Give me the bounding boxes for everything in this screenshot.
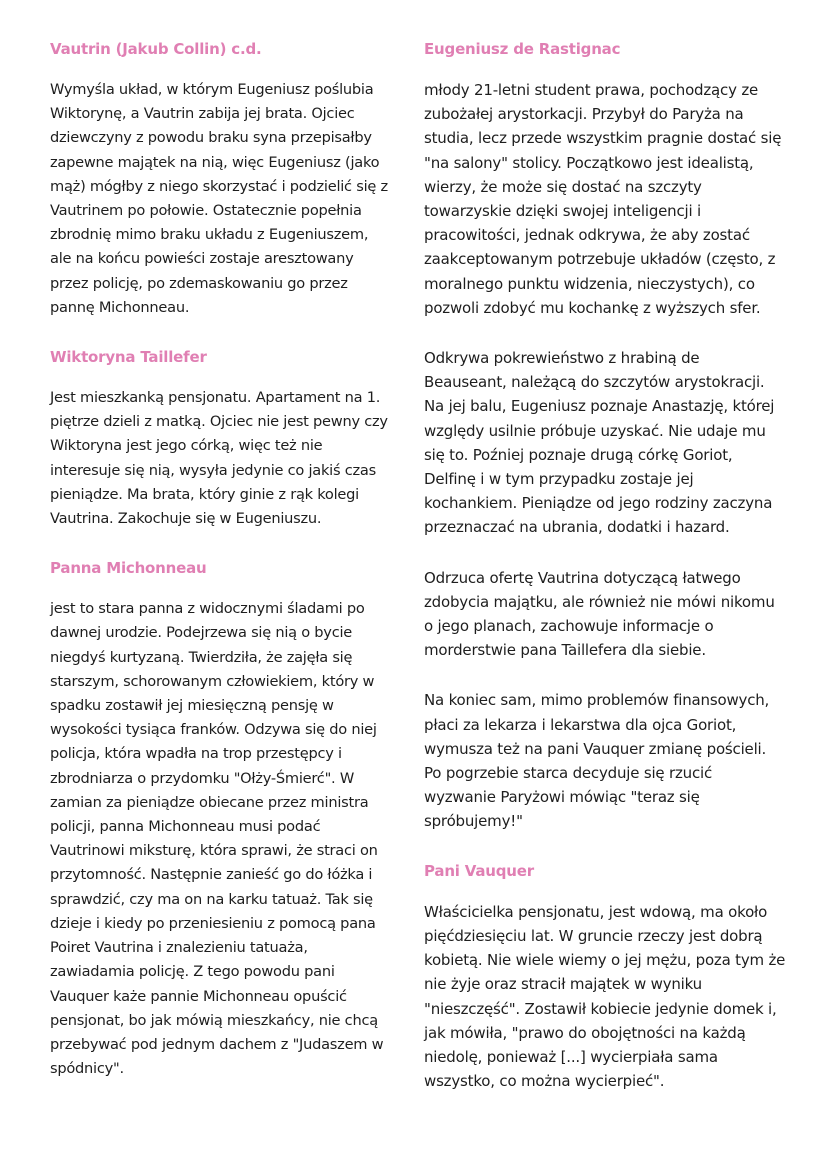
paragraph-vauquer: Właścicielka pensjonatu, jest wdową, ma około pięćdziesięciu lat. W gruncie rzeczy jest dobrą kobietą. Nie wiele wiemy o jej mężu, poza tym że nie żyje oraz stracił majątek w wyniku "nieszczęść". Zostawił kobiecie jedynie domek i, jak mówiła, "prawo do obojętności na każdą niedolę, ponieważ [...] wycierpiała sama wszystko, co można wycierpieć". (424, 902, 786, 1091)
section-michonneau (50, 557, 390, 1081)
paragraph-michonneau: jest to stara panna z widocznymi śladami po dawnej urodzie. Podejrzewa się nią o bycie niegdyś kurtyzaną. Twierdziła, że zajęła się starszym, schorowanym człowiekiem, który w spadku zostawił jej miesięczną pensję w wysokości tysiąca franków. Odzywa się do niej policja, która wpadła na trop przestępcy i zbrodniarza o przydomku "Ołży-Śmierć". W zamian za pieniądze obiecane przez ministra policji, panna Michonneau musi podać Vautrinowi miksturę, która sprawi, że straci on przytomność. Następnie zanieść go do łóżka i sprawdzić, czy ma on na karku tatuaż. Tak się dzieje i kiedy po przeniesieniu z pomocą pana Poiret Vautrina i znalezieniu tatuaża, zawiadamia policję. Z tego powodu pani Vauquer każe pannie Michonneau opuścić pensjonat, bo jak mówią mieszkańcy, nie chcą przebywać pod jednym dachem z "Judaszem w spódnicy". (50, 600, 384, 1078)
paragraph-vautrin: Wymyśla układ, w którym Eugeniusz poślubia Wiktorynę, a Vautrin zabija jej brata. Ojciec dziewczyny z powodu braku syna przepisałby zapewne majątek na nią, więc Eugeniusz (jako mąż) mógłby z niego skorzystać i podzielić się z Vautrinem po połowie. Ostatecznie popełnia zbrodnię mimo braku układu z Eugeniuszem, ale na końcu powieści zostaje aresztowany przez policję, po zdemaskowaniu go przez pannę Michonneau. (50, 81, 388, 316)
heading-eugeniusz: Eugeniusz de Rastignac (424, 40, 621, 58)
section-vautrin (50, 38, 390, 320)
heading-vautrin: Vautrin (Jakub Collin) c.d. (50, 40, 262, 58)
heading-wiktoryna: Wiktoryna Taillefer (50, 348, 207, 367)
right-column (424, 38, 786, 1119)
section-vauquer (424, 860, 786, 1094)
section-wiktoryna (50, 346, 390, 531)
heading-vauquer: Pani Vauquer (424, 861, 534, 880)
paragraph-wiktoryna: Jest mieszkanką pensjonatu. Apartament na 1. piętrze dzieli z matką. Ojciec nie jest pewny czy Wiktoryna jest jego córką, więc też nie interesuje się nią, wysyła jedynie co jakiś czas pieniądze. Ma brata, który ginie z rąk kolegi Vautrina. Zakochuje się w Eugeniuszu. (50, 389, 388, 528)
paragraph-eugeniusz-3: Odrzuca ofertę Vautrina dotyczącą łatwego zdobycia majątku, ale również nie mówi nikomu o jego planach, zachowuje informacje o morderstwie pana Taillefera dla siebie. (424, 568, 775, 660)
heading-michonneau: Panna Michonneau (50, 559, 207, 578)
section-eugeniusz (424, 38, 786, 834)
paragraph-eugeniusz-2: Odkrywa pokrewieństwo z hrabiną de Beauseant, należącą do szczytów arystokracji. Na jej balu, Eugeniusz poznaje Anastazję, której względy usilnie próbuje uzyskać. Nie udaje mu się to. Poźniej poznaje drugą córkę Goriot, Delfinę i w tym przypadku zostaje jej kochankiem. Pieniądze od jego rodziny zaczyna przeznaczać na ubrania, dodatki i hazard. (424, 349, 775, 537)
paragraph-eugeniusz-4: Na koniec sam, mimo problemów finansowych, płaci za lekarza i lekarstwa dla ojca Goriot, wymusza też na pani Vauquer zmianę pościeli. Po pogrzebie starca decyduje się rzucić wyzwanie Paryżowi mówiąc "teraz się spróbujemy!" (424, 691, 770, 831)
left-column (50, 38, 390, 1107)
paragraph-eugeniusz-1: młody 21-letni student prawa, pochodzący ze zubożałej arystorkacji. Przybył do Paryża na studia, lecz przede wszystkim pragnie dostać się "na salony" stolicy. Początkowo jest idealistą, wierzy, że może się dostać na szczyty towarzyskie dzięki swojej inteligencji i pracowitości, jednak odkrywa, że aby zostać zaakceptowanym potrzebuje układów (często, z moralnego punktu widzenia, nieczystych), co pozwoli zdobyć mu kochankę z wyższych sfer. (424, 81, 782, 317)
